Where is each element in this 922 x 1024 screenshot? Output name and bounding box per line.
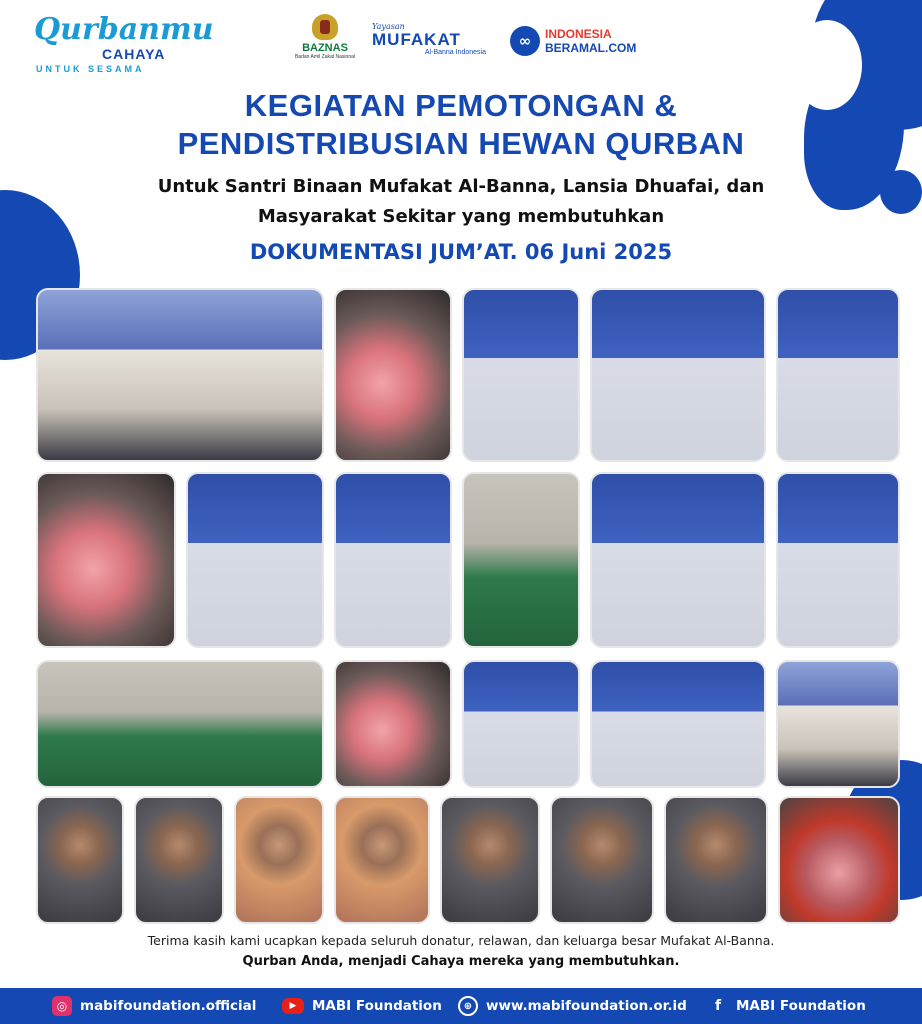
indonesia-beramal-logo xyxy=(510,24,636,58)
gallery-photo-children-packages xyxy=(462,288,580,462)
social-bar xyxy=(0,988,922,1024)
gallery-photo-elder-1 xyxy=(36,796,124,924)
globe-icon: ⊕ xyxy=(458,996,478,1016)
gallery-photo-elder-7 xyxy=(664,796,768,924)
gallery-photo-elder-5 xyxy=(440,796,540,924)
qurbanmu-logo xyxy=(34,12,214,78)
social-facebook[interactable] xyxy=(708,988,866,1024)
instagram-icon: ◎ xyxy=(52,996,72,1016)
gallery-photo-children-group xyxy=(334,472,452,648)
qurbanmu-logo-script: Qurbanmu xyxy=(34,12,214,47)
qurbanmu-logo-cahaya: CAHAYA xyxy=(102,46,166,62)
social-instagram[interactable] xyxy=(52,988,256,1024)
baznas-logo-name: BAZNAS xyxy=(302,42,348,54)
gallery-photo-volunteers-cutting xyxy=(462,472,580,648)
gallery-photo-children-holding xyxy=(776,472,900,648)
gallery-photo-children-banner-wide xyxy=(462,660,580,788)
mufakat-logo-main: MUFAKAT xyxy=(372,30,461,49)
gallery-photo-children-banner-3 xyxy=(590,472,766,648)
youtube-icon: ▶ xyxy=(282,998,304,1014)
gallery-photo-elder-4 xyxy=(334,796,430,924)
baznas-logo xyxy=(290,14,360,68)
documentation-date: DOKUMENTASI JUM’AT. 06 Juni 2025 xyxy=(249,240,673,264)
footer-thanks: Terima kasih kami ucapkan kepada seluruh donatur, relawan, dan keluarga besar Mufakat Al-Banna. xyxy=(147,933,775,948)
gallery-photo-children-group-2 xyxy=(776,660,900,788)
garuda-emblem-icon xyxy=(312,14,338,40)
gallery-photo-meat-bowls xyxy=(36,472,176,648)
gallery-photo-girls-packages xyxy=(776,288,900,462)
gallery-photo-meat-trays xyxy=(334,660,452,788)
social-youtube-label: MABI Foundation xyxy=(312,998,442,1014)
indonesia-beramal-icon: ∞ xyxy=(510,26,540,56)
baznas-logo-tag: Badan Amil Zakat Nasional xyxy=(294,54,356,60)
page-title-line1: KEGIATAN PEMOTONGAN & xyxy=(244,88,678,123)
social-youtube[interactable] xyxy=(282,988,442,1024)
gallery-photo-elder-3 xyxy=(234,796,324,924)
page-subtitle-line1: Untuk Santri Binaan Mufakat Al-Banna, Lansia Dhuafai, dan xyxy=(157,176,765,197)
qurbanmu-logo-sub: UNTUK SESAMA xyxy=(36,64,145,74)
social-website-label: www.mabifoundation.or.id xyxy=(486,998,687,1014)
social-instagram-label: mabifoundation.official xyxy=(80,998,257,1014)
gallery-photo-volunteers-room xyxy=(36,660,324,788)
page-subtitle-line2: Masyarakat Sekitar yang membutuhkan xyxy=(257,206,665,227)
gallery-photo-children-banner xyxy=(590,288,766,462)
social-website[interactable] xyxy=(458,988,687,1024)
mufakat-logo-yayasan: Yayasan xyxy=(372,22,405,31)
gallery-photo-elder-6 xyxy=(550,796,654,924)
gallery-photo-meat-cutting xyxy=(334,288,452,462)
social-facebook-label: MABI Foundation xyxy=(736,998,866,1014)
facebook-icon: f xyxy=(708,996,728,1016)
page-title-line2: PENDISTRIBUSIAN HEWAN QURBAN xyxy=(177,126,745,161)
gallery-photo-children-banner-2 xyxy=(186,472,324,648)
mufakat-logo-sub: Al-Banna Indonesia xyxy=(424,49,486,56)
gallery-photo-children-banner-4 xyxy=(590,660,766,788)
mufakat-logo xyxy=(372,22,492,62)
gallery-photo-group-santri xyxy=(36,288,324,462)
indonesia-beramal-line2: BERAMAL.COM xyxy=(545,41,637,55)
gallery-photo-cooking-meat xyxy=(778,796,900,924)
indonesia-beramal-line1: INDONESIA xyxy=(545,27,612,41)
gallery-photo-elder-2 xyxy=(134,796,224,924)
footer-tagline: Qurban Anda, menjadi Cahaya mereka yang membutuhkan. xyxy=(242,954,680,969)
logo-header xyxy=(0,0,922,80)
